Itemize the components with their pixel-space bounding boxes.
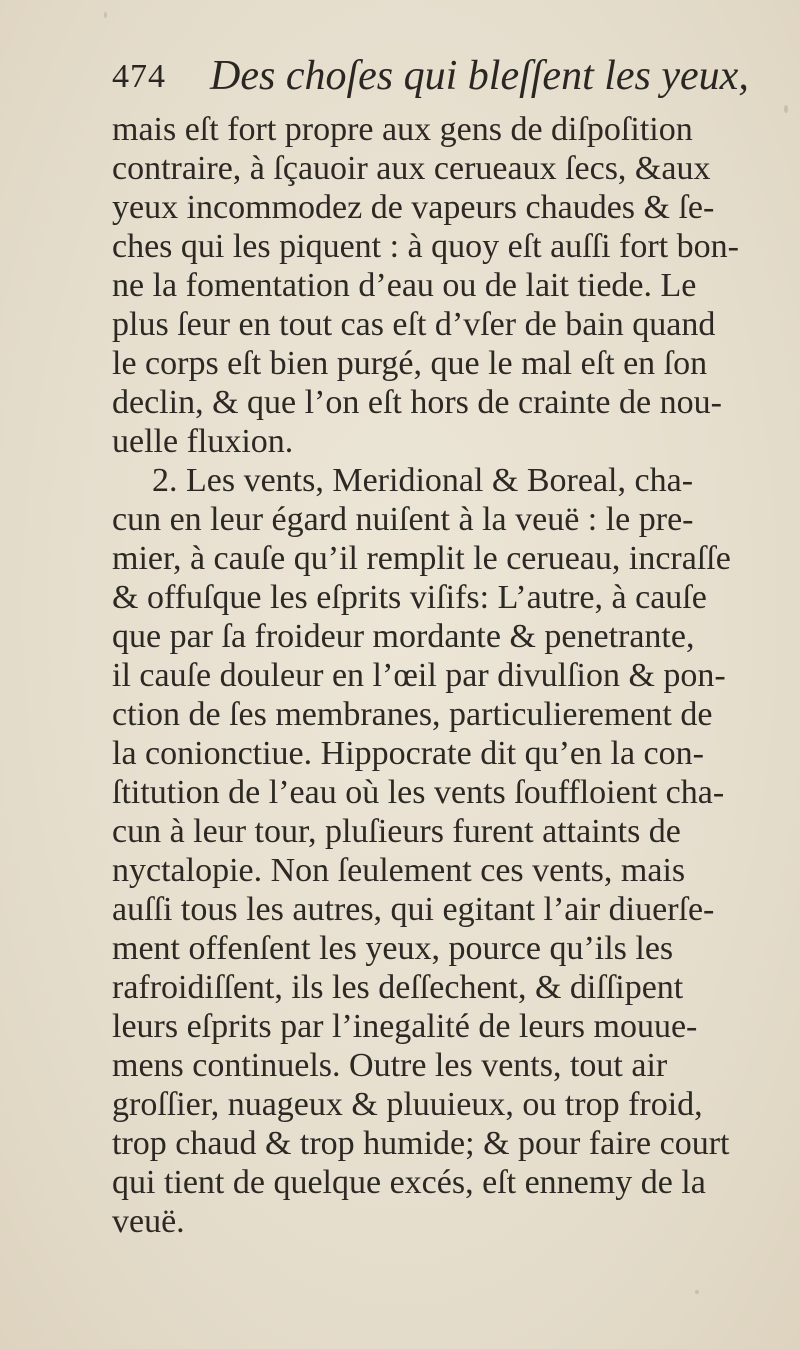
text-line: veuë. (112, 1203, 185, 1240)
text-line: plus ſeur en tout cas eſt d’vſer de bain quand (112, 306, 716, 343)
paper-speck (784, 105, 788, 113)
text-line: nyctalopie. Non ſeulement ces vents, mais (112, 852, 686, 889)
text-line: leurs eſprits par l’inegalité de leurs mouue- (112, 1008, 698, 1045)
text-line: groſſier, nuageux & pluuieux, ou trop froid, (112, 1086, 703, 1123)
paper-speck (104, 12, 107, 18)
text-line: trop chaud & trop humide; & pour faire court (112, 1125, 730, 1162)
text-line: mens continuels. Outre les vents, tout air (112, 1047, 668, 1084)
text-line: & offuſque les eſprits viſifs: L’autre, à cauſe (112, 579, 707, 616)
text-line: declin, & que l’on eſt hors de crainte de nou- (112, 384, 722, 421)
text-line: que par ſa froideur mordante & penetrante, (112, 618, 695, 655)
text-line: rafroidiſſent, ils les deſſechent, & diſſipent (112, 969, 684, 1006)
text-line: yeux incommodez de vapeurs chaudes & ſe- (112, 189, 715, 226)
text-line: ne la fomentation d’eau ou de lait tiede. Le (112, 267, 697, 304)
text-line: cun en leur égard nuiſent à la veuë : le pre- (112, 501, 694, 538)
body-text (112, 110, 792, 1241)
text-line: ction de ſes membranes, particulierement de (112, 696, 713, 733)
text-line: cun à leur tour, pluſieurs furent attaints de (112, 813, 681, 850)
paragraph-start-line: 2. Les vents, Meridional & Boreal, cha- (152, 462, 694, 499)
page-number: 474 (112, 58, 166, 95)
text-line: il cauſe douleur en l’œil par divulſion & pon- (112, 657, 726, 694)
running-title: Des choſes qui bleſſent les yeux, (210, 53, 749, 99)
text-line: qui tient de quelque excés, eſt ennemy de la (112, 1164, 706, 1201)
text-line: mier, à cauſe qu’il remplit le cerueau, incraſſe (112, 540, 731, 577)
text-line: uelle fluxion. (112, 423, 294, 460)
text-line: auſſi tous les autres, qui egitant l’air diuerſe- (112, 891, 715, 928)
text-line: mais eſt fort propre aux gens de diſpoſition (112, 111, 693, 148)
paper-speck (695, 1290, 699, 1294)
text-line: la conionctiue. Hippocrate dit qu’en la con- (112, 735, 704, 772)
text-line: contraire, à ſçauoir aux cerueaux ſecs, &aux (112, 150, 711, 187)
page-header (112, 52, 749, 104)
text-line: le corps eſt bien purgé, que le mal eſt en ſon (112, 345, 708, 382)
text-line: ſtitution de l’eau où les vents ſouffloient cha- (112, 774, 725, 811)
text-line: ches qui les piquent : à quoy eſt auſſi fort bon- (112, 228, 739, 265)
text-line: ment offenſent les yeux, pource qu’ils les (112, 930, 674, 967)
